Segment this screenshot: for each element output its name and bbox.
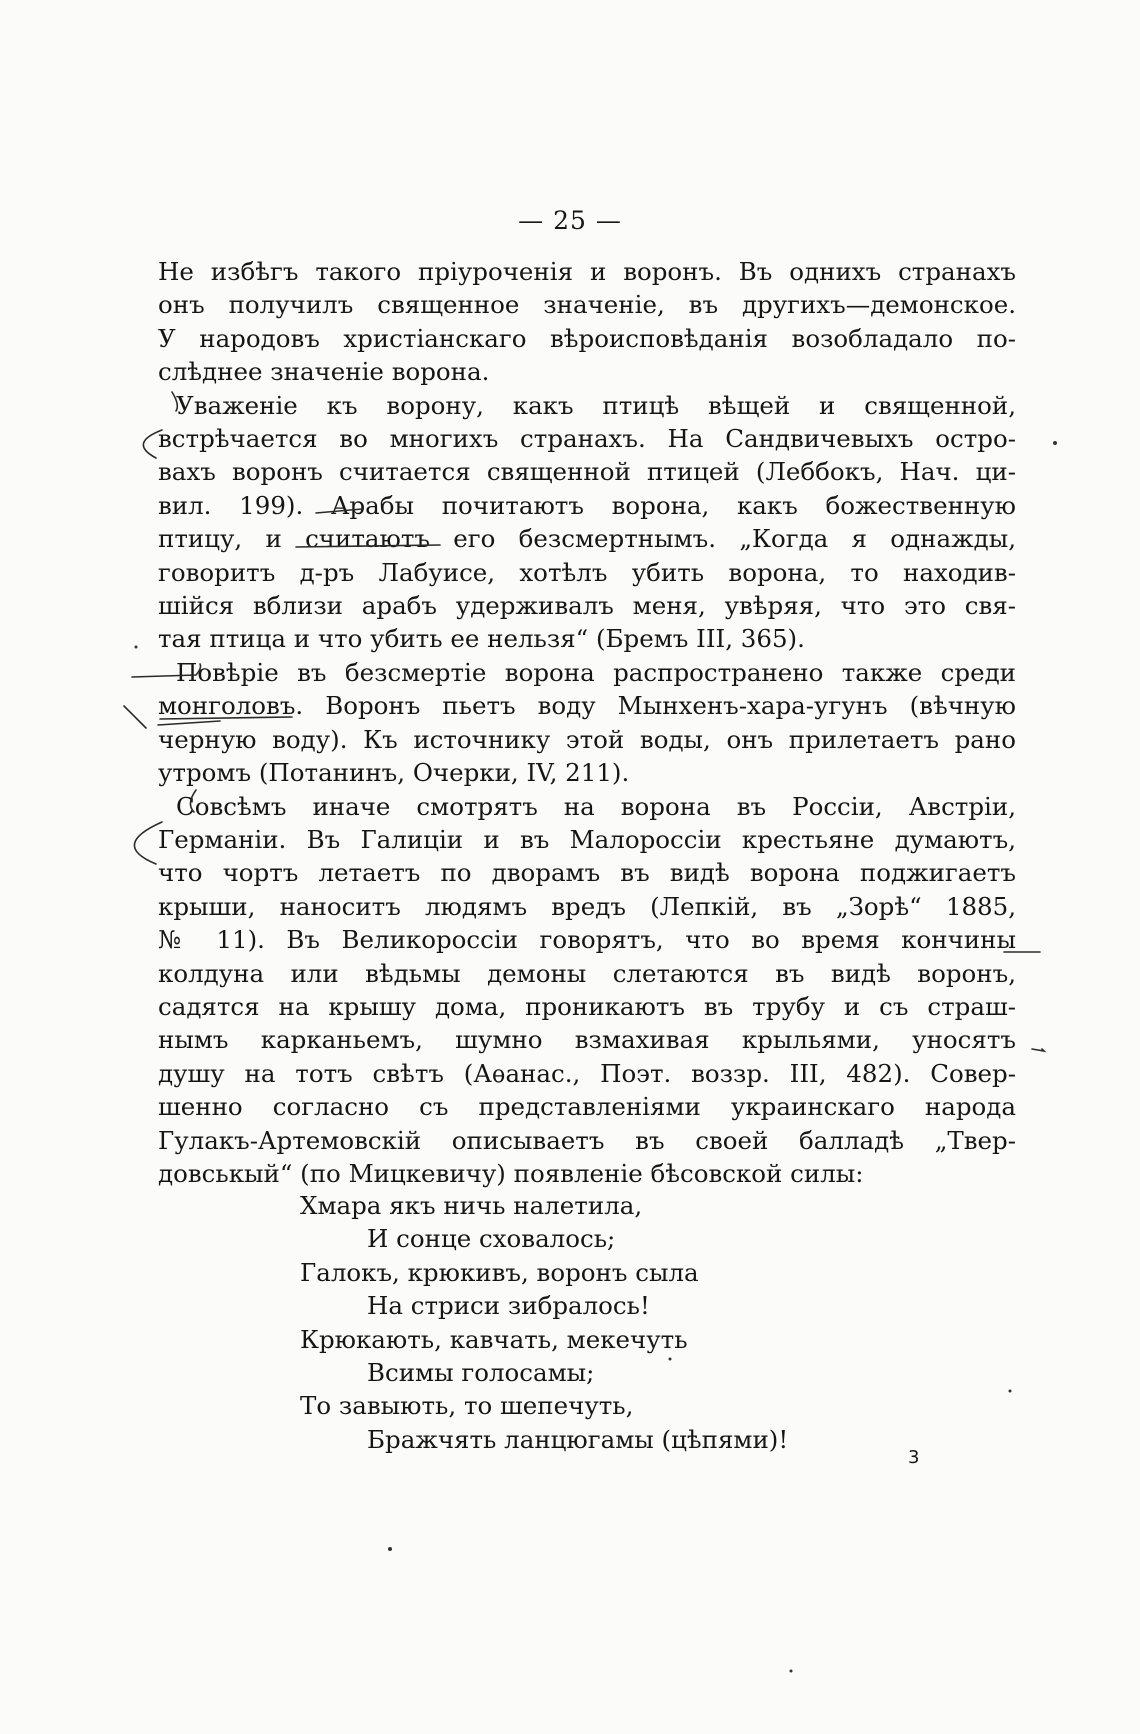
- text-line: колдуна или вѣдьмы демоны слетаются въ видѣ воронъ,: [158, 958, 1016, 988]
- verse-line: Крюкають, кавчать, мекечуть: [300, 1324, 688, 1354]
- speck: [388, 1547, 392, 1551]
- text-line: монголовъ. Воронъ пьетъ воду Мынхенъ-хара-угунъ (вѣчную: [158, 691, 1016, 721]
- text-line: нымъ карканьемъ, шумно взмахивая крыльями, уносятъ: [158, 1025, 1016, 1055]
- text-line: встрѣчается во многихъ странахъ. На Сандвичевыхъ остро-: [158, 424, 1016, 454]
- verse-line: На стриси зибралось!: [367, 1291, 650, 1321]
- verse-line: Галокъ, крюкивъ, воронъ сыла: [300, 1257, 699, 1287]
- bracket-mark: [124, 706, 146, 728]
- text-line: онъ получилъ священное значеніе, въ другихъ—демонское.: [158, 290, 1016, 320]
- text-line: Гулакъ-Артемовскій описываетъ въ своей балладѣ „Твер-: [158, 1125, 1016, 1155]
- text-line: крыши, наноситъ людямъ вредъ (Лепкій, въ „Зорѣ“ 1885,: [158, 891, 1016, 921]
- text-line: что чортъ летаетъ по дворамъ въ видѣ ворона поджигаетъ: [158, 858, 1016, 888]
- text-line: Не избѣгъ такого пріуроченія и воронъ. Въ однихъ странахъ: [158, 257, 1016, 286]
- page-number-header: — 25 —: [518, 206, 622, 235]
- text-line: У народовъ христіанскаго вѣроисповѣданія возобладало по-: [158, 323, 1016, 353]
- text-line: Совсѣмъ иначе смотрятъ на ворона въ Россіи, Австріи,: [176, 791, 1016, 821]
- text-line: садятся на крышу дома, проникаютъ въ трубу и съ страш-: [158, 991, 1016, 1021]
- text-line: Уваженіе къ ворону, какъ птицѣ вѣщей и священной,: [176, 390, 1016, 420]
- text-line: тая птица и что убить ее нельзя“ (Бремъ III, 365).: [158, 624, 805, 654]
- verse-line: То завыють, то шепечуть,: [300, 1391, 634, 1421]
- text-line: Германіи. Въ Галиціи и въ Малороссіи крестьяне думаютъ,: [158, 824, 1016, 854]
- text-line: довськый“ (по Мицкевичу) появленіе бѣсовской силы:: [158, 1158, 864, 1188]
- text-line: слѣднее значеніе ворона.: [158, 357, 490, 387]
- speck: [1053, 441, 1057, 445]
- text-line: птицу, и считаютъ его безсмертнымъ. „Когда я однажды,: [158, 524, 1016, 554]
- text-line: № 11). Въ Великороссіи говорятъ, что во время кончины: [158, 925, 1016, 955]
- text-line: шійся вблизи арабъ удерживалъ меня, увѣряя, что это свя-: [158, 591, 1016, 621]
- speck: [790, 1670, 793, 1673]
- text-line: утромъ (Потанинъ, Очерки, IV, 211).: [158, 758, 630, 788]
- dash-mark: [1032, 1049, 1044, 1051]
- text-line: душу на тотъ свѣтъ (Аѳанас., Поэт. воззр. III, 482). Совер-: [158, 1058, 1016, 1088]
- text-line: Повѣріе въ безсмертіе ворона распространено также среди: [176, 657, 1016, 687]
- signature-mark: 3: [908, 1447, 920, 1468]
- verse-line: Всимы голосамы;: [367, 1358, 595, 1388]
- text-line: вил. 199). Арабы почитаютъ ворона, какъ божественную: [158, 490, 1016, 520]
- main-text: [158, 255, 1016, 1190]
- text-line: вахъ воронъ считается священной птицей (Леббокъ, Нач. ци-: [158, 457, 1016, 487]
- verse-line: Бражчять ланцюгамы (цѣпями)!: [367, 1424, 789, 1454]
- speck: [135, 646, 138, 649]
- text-line: говоритъ д-ръ Лабуисе, хотѣлъ убить ворона, то находив-: [158, 557, 1016, 587]
- verse-line: И сонце сховалось;: [367, 1224, 616, 1254]
- text-line: шенно согласно съ представленіями украинскаго народа: [158, 1092, 1016, 1122]
- verse-block: [0, 1189, 1140, 1456]
- verse-line: Хмара якъ ничь налетила,: [300, 1191, 643, 1220]
- text-line: черную воду). Къ источнику этой воды, онъ прилетаетъ рано: [158, 724, 1016, 754]
